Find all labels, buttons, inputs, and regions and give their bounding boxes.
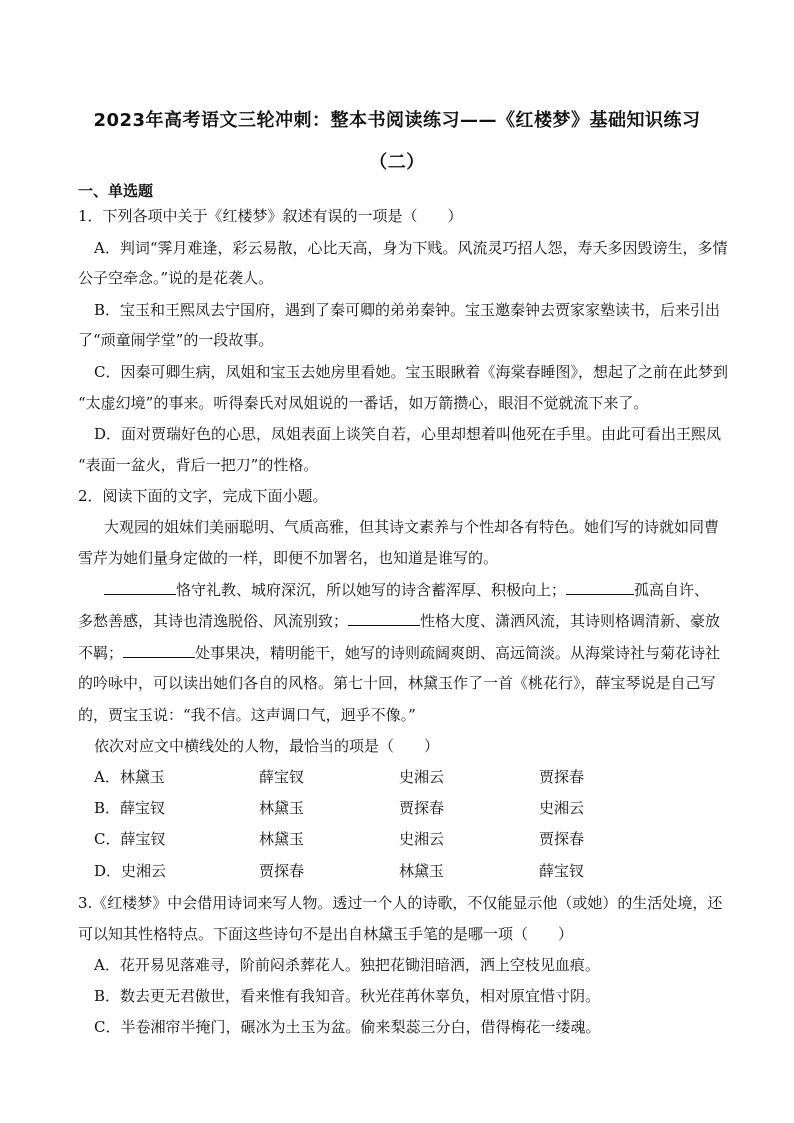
q1-option-c-line2: “太虚幻境”的事来。听得秦氏对凤姐说的一番话，如万箭攒心，眼泪不觉就流下来了。 <box>78 394 649 412</box>
fill-blank-3 <box>348 610 420 626</box>
q2-option-c-col2: 林黛玉 <box>259 830 305 848</box>
q2-option-a-label: A．林黛玉 <box>94 768 165 786</box>
q2-passage-p2-line5: 的，贾宝玉说：“我不信。这声调口气，迥乎不像。” <box>78 706 416 724</box>
q2-option-b-label: B．薛宝钗 <box>94 799 166 817</box>
q2-option-a-col4: 贾探春 <box>539 768 585 786</box>
q2-passage-p2-line4: 的吟咏中，可以读出她们各自的风格。第七十回，林黛玉作了一首《桃花行》，薛宝琴说是自己写 <box>78 674 716 692</box>
q3-stem-line1: 3.《红楼梦》中会借用诗词来写人物。透过一个人的诗歌，不仅能显示他（或她）的生活处境，还 <box>78 894 723 912</box>
q2-passage-p1-line1: 大观园的姐妹们美丽聪明、气质高雅，但其诗文素养与个性却各有特色。她们写的诗就如同曹 <box>104 518 720 536</box>
q2-option-a-col3: 史湘云 <box>399 768 445 786</box>
q2-option-d-label: D．史湘云 <box>94 862 167 880</box>
q3-option-c: C．半卷湘帘半掩门，碾冰为土玉为盆。偷来梨蕊三分白，借得梅花一缕魂。 <box>94 1018 601 1036</box>
fill-blank-1 <box>104 579 176 595</box>
q2-option-d-col4: 薛宝钗 <box>539 862 585 880</box>
q2-passage-p2-line1 <box>104 579 709 600</box>
q2-passage-p1-line2: 雪芹为她们量身定做的一样，即便不加署名，也知道是谁写的。 <box>78 549 499 567</box>
q2-option-d-col3: 林黛玉 <box>399 862 445 880</box>
fill-blank-2 <box>566 579 634 595</box>
q2-passage-p2-line3 <box>78 642 720 663</box>
q2-p2-text-6: 处事果决，精明能干，她写的诗则疏阔爽朗、高远简淡。从海棠诗社与菊花诗社 <box>195 644 721 662</box>
document-title-line2: （二） <box>369 152 425 173</box>
q3-stem-line2: 可以知其性格特点。下面这些诗句不是出自林黛玉手笔的是哪一项（ ） <box>78 925 574 943</box>
q1-option-d-line2: “表面一盆火，背后一把刀”的性格。 <box>78 456 319 474</box>
q2-p2-text-3: 多愁善感，其诗也清逸脱俗、风流别致； <box>78 612 349 630</box>
section-heading: 一、单选题 <box>78 182 154 200</box>
q2-option-d-col2: 贾探春 <box>259 862 305 880</box>
q2-option-c-label: C．薛宝钗 <box>94 830 166 848</box>
q3-option-a: A．花开易见落难寻，阶前闷杀葬花人。独把花锄泪暗洒，洒上空枝见血痕。 <box>94 956 600 974</box>
q1-option-a-line2: 公子空牵念。”说的是花袭人。 <box>78 269 274 287</box>
q1-option-b-line1: B．宝玉和王熙凤去宁国府，遇到了秦可卿的弟弟秦钟。宝玉邀秦钟去贾家家塾读书，后来引出 <box>94 301 721 319</box>
q2-option-c-col3: 史湘云 <box>399 830 445 848</box>
q2-option-a-col2: 薛宝钗 <box>259 768 305 786</box>
fill-blank-4 <box>123 642 195 658</box>
q3-option-b: B．数去更无君傲世，看来惟有我知音。秋光荏苒休辜负，相对原宜惜寸阴。 <box>94 987 601 1005</box>
q2-option-b-col2: 林黛玉 <box>259 799 305 817</box>
document-title-line1: 2023年高考语文三轮冲刺：整本书阅读练习——《红楼梦》基础知识练习 <box>93 110 701 131</box>
q2-option-c-col4: 贾探春 <box>539 830 585 848</box>
q2-option-b-col3: 贾探春 <box>399 799 445 817</box>
q2-p2-text-5: 不羁； <box>78 644 124 662</box>
q1-option-c-line1: C．因秦可卿生病，凤姐和宝玉去她房里看她。宝玉眼瞅着《海棠春睡图》，想起了之前在此梦到 <box>94 363 728 381</box>
q1-option-b-line2: 了“顽童闹学堂”的一段故事。 <box>78 331 274 349</box>
q2-ask: 依次对应文中横线处的人物，最恰当的项是（ ） <box>94 737 440 755</box>
q2-option-b-col4: 史湘云 <box>539 799 585 817</box>
q2-p2-text-4: 性格大度、潇洒风流，其诗则格调清新、豪放 <box>420 612 721 630</box>
q2-passage-p2-line2 <box>78 610 720 631</box>
q2-p2-text-2: 孤高自许、 <box>634 581 710 599</box>
q1-option-a-line1: A．判词“霁月难逢，彩云易散，心比天高，身为下贱。风流灵巧招人怨，寿夭多因毁谤生，多情 <box>94 239 728 257</box>
q2-stem: 2．阅读下面的文字，完成下面小题。 <box>78 487 328 505</box>
q2-p2-text-1: 恪守礼教、城府深沉，所以她写的诗含蓄浑厚、积极向上； <box>176 581 567 599</box>
q1-option-d-line1: D．面对贾瑞好色的心思，凤姐表面上谈笑自若，心里却想着叫他死在手里。由此可看出王熙凤 <box>94 425 722 443</box>
q1-stem: 1．下列各项中关于《红楼梦》叙述有误的一项是（ ） <box>78 207 463 225</box>
